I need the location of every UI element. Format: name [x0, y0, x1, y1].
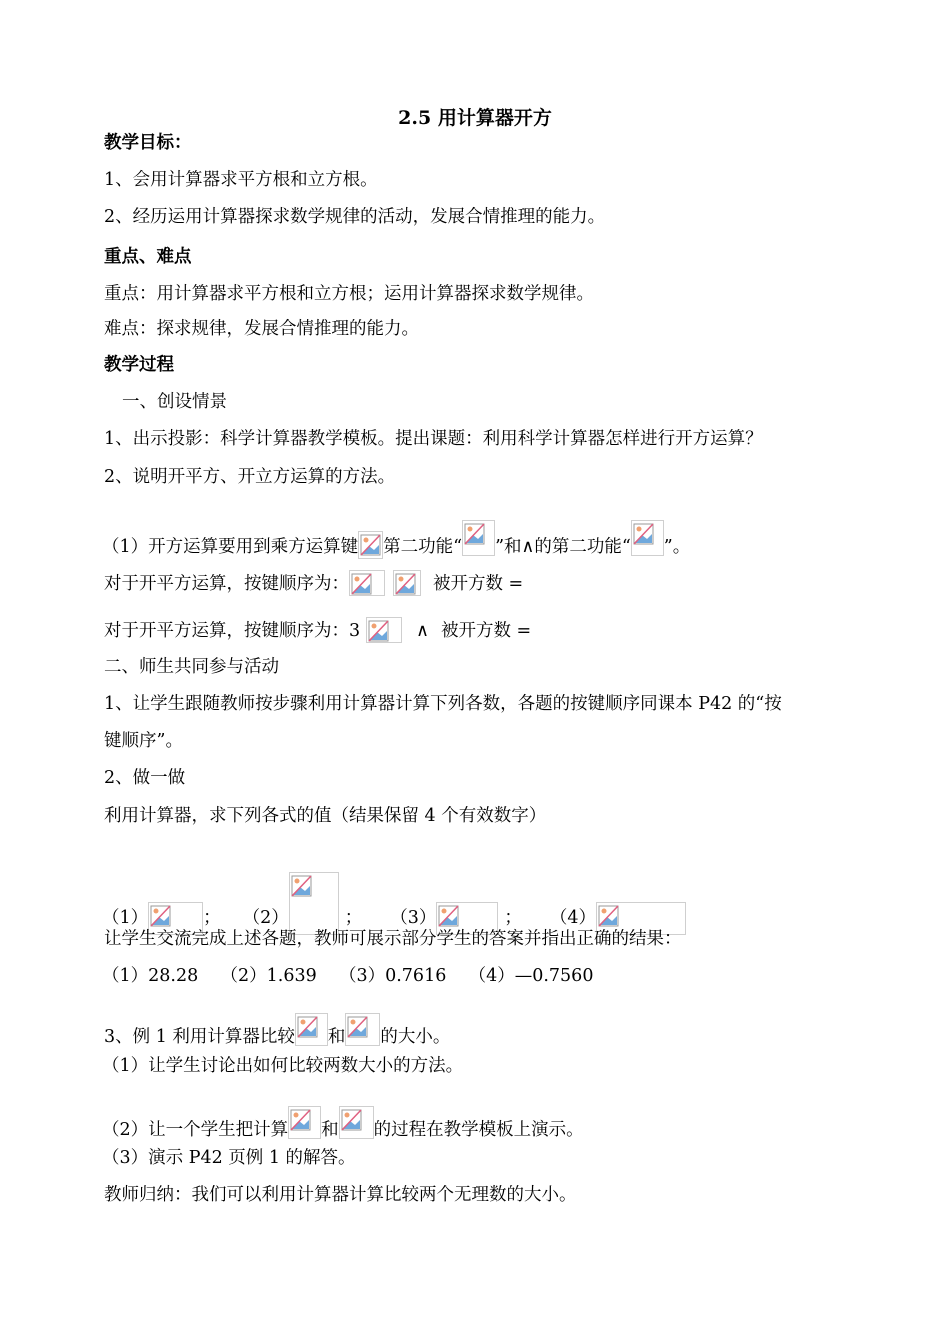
step-3: （3）演示 P42 页例 1 的解答。	[102, 1148, 356, 1168]
para-1-3-text-b: 第二功能“	[383, 537, 463, 557]
example-1-and: 和	[327, 1027, 346, 1047]
broken-image-icon	[366, 617, 402, 643]
cube-prefix: 对于开平方运算，按键顺序为：3	[104, 621, 361, 641]
exercise-1-label: （1）	[102, 908, 149, 928]
broken-image-icon	[295, 1013, 328, 1046]
goals-heading: 教学目标：	[104, 133, 192, 153]
key-heading: 重点、难点	[104, 247, 192, 267]
step-2	[102, 1106, 584, 1142]
separator: ；	[203, 908, 221, 928]
exercise-4-label: （4）	[549, 908, 597, 928]
broken-image-icon	[393, 570, 421, 596]
example-1-text-a: 3、例 1 利用计算器比较	[104, 1027, 295, 1047]
goal-2: 2、经历运用计算器探求数学规律的活动，发展合情推理的能力。	[104, 207, 606, 227]
broken-image-icon	[288, 1106, 321, 1139]
para-2-2: 2、做一做	[104, 768, 186, 788]
step-2-text-b: 的过程在教学模板上演示。	[373, 1120, 584, 1140]
answers: （1）28.28 （2）1.639 （3）0.7616 （4）—0.7560	[102, 966, 594, 986]
para-2-3: 利用计算器，求下列各式的值（结果保留 4 个有效数字）	[104, 806, 547, 826]
para-1-3-text-d: ”。	[663, 537, 691, 557]
sqrt-key-order	[104, 570, 523, 596]
para-1-3-text-c: ”和∧的第二功能“	[495, 537, 631, 557]
separator: ；	[504, 908, 522, 928]
summary: 教师归纳：我们可以利用计算器计算比较两个无理数的大小。	[104, 1185, 577, 1205]
cube-caret: ∧	[416, 621, 429, 641]
broken-image-icon	[339, 1106, 374, 1139]
broken-image-icon	[358, 531, 383, 559]
broken-image-icon	[462, 520, 495, 556]
difficult-point: 难点：探求规律，发展合情推理的能力。	[104, 319, 419, 339]
exercise-3-label: （3）	[390, 908, 437, 928]
para-1-3	[102, 520, 690, 559]
sqrt-prefix: 对于开平方运算，按键顺序为：	[104, 574, 349, 594]
cube-suffix: 被开方数 =	[440, 621, 532, 641]
sqrt-suffix: 被开方数 =	[433, 574, 524, 594]
cube-key-order	[104, 617, 531, 643]
step-1: （1）让学生讨论出如何比较两数大小的方法。	[102, 1056, 464, 1076]
broken-image-icon	[631, 520, 664, 556]
exercise-row	[102, 872, 686, 935]
para-1-3-text-a: （1）开方运算要用到乘方运算键	[102, 537, 359, 557]
exercise-2-label: （2）	[242, 908, 289, 928]
broken-image-icon	[289, 872, 339, 935]
page-title: 2.5 用计算器开方	[398, 107, 552, 129]
example-1	[104, 1013, 450, 1049]
broken-image-icon	[349, 570, 385, 596]
step-2-text-a: （2）让一个学生把计算	[102, 1120, 289, 1140]
broken-image-icon	[345, 1013, 380, 1046]
step-2-and: 和	[321, 1120, 339, 1140]
part2-heading: 二、师生共同参与活动	[104, 657, 279, 677]
example-1-text-b: 的大小。	[380, 1027, 451, 1047]
para-1-1: 1、出示投影：科学计算器教学模板。提出课题：利用科学计算器怎样进行开方运算？	[104, 429, 763, 449]
key-point: 重点：用计算器求平方根和立方根；运用计算器探求数学规律。	[104, 284, 594, 304]
para-2-4: 让学生交流完成上述各题，教师可展示部分学生的答案并指出正确的结果：	[104, 929, 682, 949]
process-heading: 教学过程	[104, 355, 174, 375]
para-2-1b: 键顺序”。	[104, 731, 183, 751]
goal-1: 1、会用计算器求平方根和立方根。	[104, 170, 378, 190]
para-1-2: 2、说明开平方、开立方运算的方法。	[104, 467, 396, 487]
part1-heading: 一、创设情景	[122, 392, 227, 412]
separator: ；	[344, 908, 363, 928]
para-2-1a: 1、让学生跟随教师按步骤利用计算器计算下列各数，各题的按键顺序同课本 P42 的“按	[104, 694, 782, 714]
